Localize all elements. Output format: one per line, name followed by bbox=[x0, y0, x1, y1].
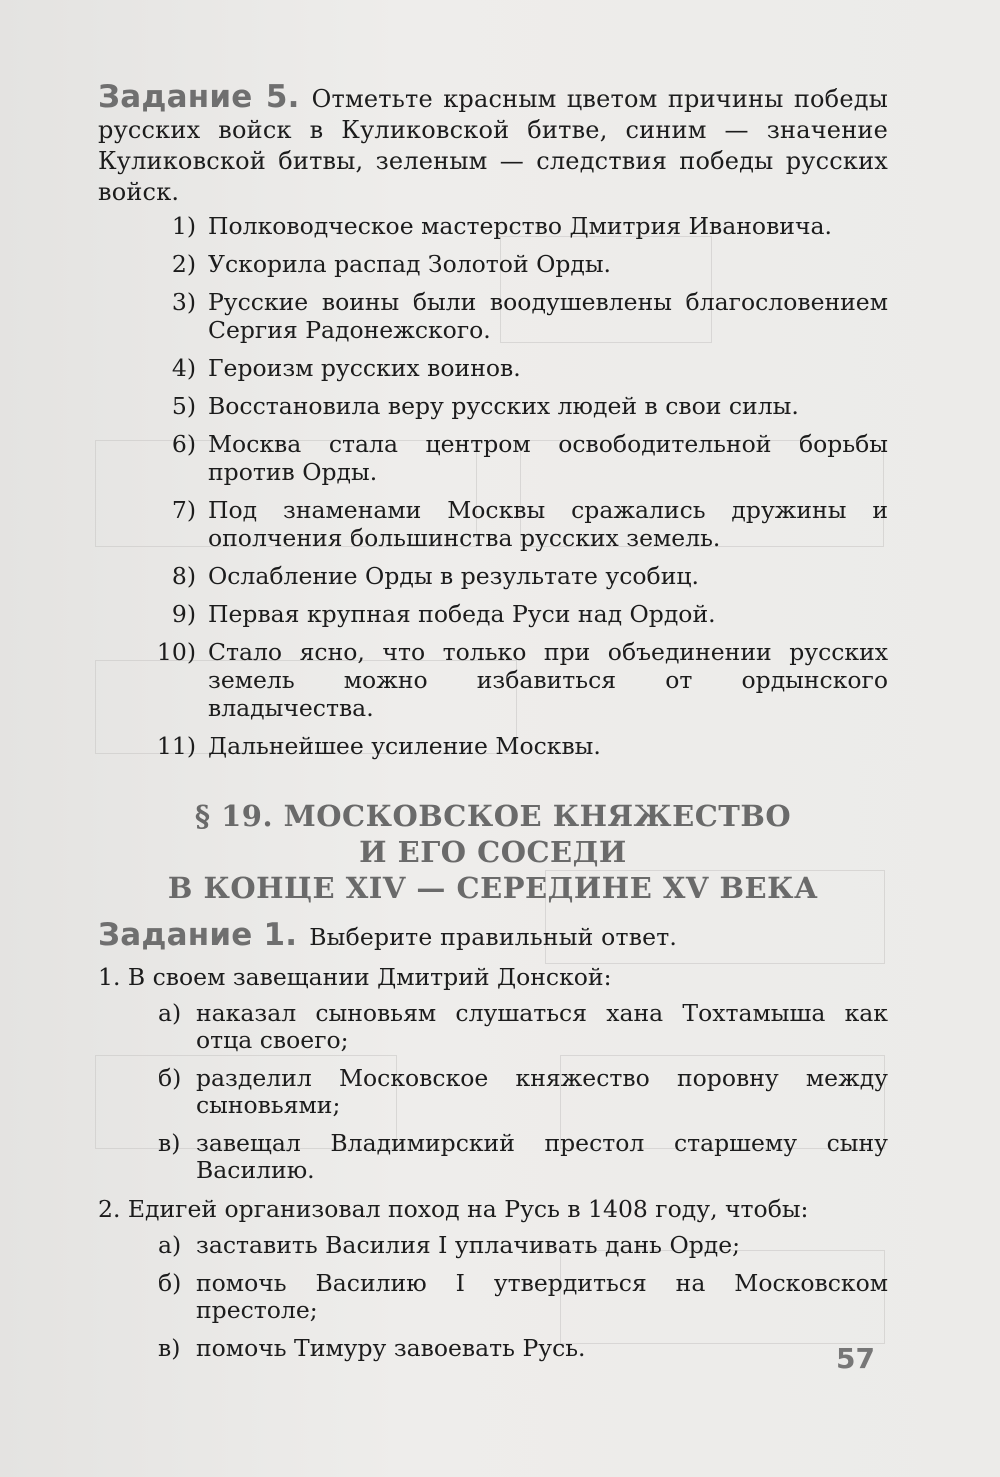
question-1: 1. В своем завещании Дмитрий Донской: bbox=[98, 963, 612, 991]
answer-option bbox=[98, 1000, 888, 1054]
option-text: помочь Василию I утвердиться на Московском престоле; bbox=[196, 1269, 888, 1324]
page-number: 57 bbox=[836, 1342, 875, 1375]
item-text: Полководческое мастерство Дмитрия Ивановича. bbox=[208, 212, 832, 240]
item-text: Ослабление Орды в результате усобиц. bbox=[208, 562, 699, 590]
task-5-list bbox=[98, 212, 888, 760]
task-5-label: Задание 5. bbox=[98, 79, 300, 115]
option-text: заставить Василия I уплачивать дань Орде; bbox=[196, 1231, 741, 1259]
list-item bbox=[98, 288, 888, 344]
option-letter: а) bbox=[158, 999, 182, 1027]
list-item bbox=[98, 562, 888, 590]
answer-option bbox=[98, 1232, 888, 1259]
item-number: 7) bbox=[171, 496, 196, 524]
item-number: 8) bbox=[171, 562, 196, 590]
option-letter: а) bbox=[158, 1231, 182, 1259]
list-item bbox=[98, 430, 888, 486]
section-heading bbox=[98, 798, 888, 906]
answer-option bbox=[98, 1065, 888, 1119]
item-number: 11) bbox=[156, 732, 196, 760]
task-1-block bbox=[98, 917, 888, 1373]
item-text: Дальнейшее усиление Москвы. bbox=[208, 732, 601, 760]
answer-option bbox=[98, 1130, 888, 1184]
item-number: 2) bbox=[171, 250, 196, 278]
item-number: 5) bbox=[171, 392, 196, 420]
question-2-options bbox=[98, 1232, 888, 1362]
option-letter: б) bbox=[158, 1269, 182, 1297]
item-text: Стало ясно, что только при объединении русских земель можно избавиться от ордынского владычества. bbox=[208, 638, 888, 722]
item-number: 6) bbox=[171, 430, 196, 458]
item-number: 1) bbox=[171, 212, 196, 240]
option-text: завещал Владимирский престол старшему сыну Василию. bbox=[196, 1129, 888, 1184]
item-text: Первая крупная победа Руси над Ордой. bbox=[208, 600, 716, 628]
task-1-label: Задание 1. bbox=[98, 917, 298, 953]
item-text: Восстановила веру русских людей в свои силы. bbox=[208, 392, 799, 420]
option-text: разделил Московское княжество поровну между сыновьями; bbox=[196, 1064, 888, 1119]
item-number: 4) bbox=[171, 354, 196, 382]
task-5-block bbox=[98, 79, 889, 770]
answer-option bbox=[98, 1335, 888, 1362]
item-text: Москва стала центром освободительной борьбы против Орды. bbox=[208, 430, 888, 486]
list-item bbox=[98, 212, 888, 240]
item-text: Ускорила распад Золотой Орды. bbox=[208, 250, 612, 278]
list-item bbox=[98, 354, 888, 382]
list-item bbox=[98, 496, 888, 552]
list-item bbox=[98, 600, 888, 628]
section-heading-line-2: И ЕГО СОСЕДИ bbox=[359, 835, 627, 869]
question-2: 2. Едигей организовал поход на Русь в 1408 году, чтобы: bbox=[98, 1195, 809, 1223]
item-number: 3) bbox=[171, 288, 196, 316]
item-text: Героизм русских воинов. bbox=[208, 354, 521, 382]
item-text: Русские воины были воодушевлены благословением Сергия Радонежского. bbox=[208, 288, 888, 344]
task-1-intro bbox=[98, 917, 888, 953]
list-item bbox=[98, 732, 888, 760]
option-letter: в) bbox=[158, 1334, 181, 1362]
list-item bbox=[98, 392, 888, 420]
option-letter: б) bbox=[158, 1064, 182, 1092]
task-5-intro bbox=[98, 79, 889, 208]
option-text: помочь Тимуру завоевать Русь. bbox=[196, 1334, 586, 1362]
item-number: 10) bbox=[156, 638, 196, 666]
section-heading-line-1: § 19. МОСКОВСКОЕ КНЯЖЕСТВО bbox=[194, 799, 792, 833]
item-text: Под знаменами Москвы сражались дружины и ополчения большинства русских земель. bbox=[208, 496, 888, 552]
option-letter: в) bbox=[158, 1129, 181, 1157]
list-item bbox=[98, 638, 888, 722]
answer-option bbox=[98, 1270, 888, 1324]
task-1-text: Выберите правильный ответ. bbox=[309, 923, 678, 951]
item-number: 9) bbox=[171, 600, 196, 628]
list-item bbox=[98, 250, 888, 278]
option-text: наказал сыновьям слушаться хана Тохтамыша как отца своего; bbox=[196, 999, 888, 1054]
task-5-text: Отметьте красным цветом причины победы русских войск в Куликовской битве, синим — значение Куликовской битвы, зеленым — следствия победы русских войск. bbox=[98, 85, 889, 206]
section-heading-line-3: В КОНЦЕ XIV — СЕРЕДИНЕ XV ВЕКА bbox=[167, 871, 819, 905]
question-1-options bbox=[98, 1000, 888, 1184]
